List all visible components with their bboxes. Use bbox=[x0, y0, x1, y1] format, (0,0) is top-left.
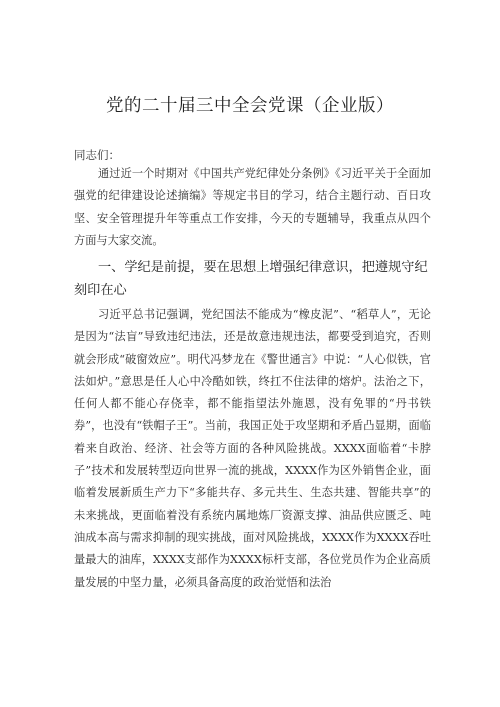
body-paragraph: 习近平总书记强调，党纪国法不能成为“橡皮泥”、“稻草人”，无论是因为“法盲”导致违纪违法，还是故意违规违法，都要受到追究，否则就会形成“破窗效应”。明代冯梦龙在《警世通言》中说：“人心似铁，官法如炉。”意思是任人心中冷酷如铁，终扛不住法律的熔炉。法治之下，任何人都不能心存侥幸，都不能指望法外施恩，没有免罪的“丹书铁券”，也没有“铁帽子王”。当前，我国正处于攻坚期和矛盾凸显期，面临着来自政治、经济、社会等方面的各种风险挑战。XXXX面临着“卡脖子”技术和发展转型迈向世界一流的挑战，XXXX作为区外销售企业，面临着发展新质生产力下“多能共存、多元共生、生态共建、智能共享”的未来挑战，更面临着没有系统内属地炼厂资源支撑、油品供应匮乏、吨油成本高与需求抑制的现实挑战，面对风险挑战，XXXX作为XXXX吞吐量最大的油库，XXXX支部作为XXXX标杆支部，各位党员作为企业高质量发展的中坚力量，必须具备高度的政治觉悟和法治 bbox=[74, 308, 431, 589]
section-heading: 一、学纪是前提，要在思想上增强纪律意识，把遵规守纪刻印在心 bbox=[74, 260, 428, 298]
intro-paragraph: 通过近一个时期对《中国共产党纪律处分条例》《习近平关于全面加强党的纪律建设论述摘编》等规定书目的学习，结合主题行动、百日攻坚、安全管理提升年等重点工作安排，今天的专题辅导，我重点从四个方面与大家交流。 bbox=[74, 167, 431, 247]
document-title: 党的二十届三中全会党课（企业版） bbox=[106, 96, 394, 116]
salutation: 同志们： bbox=[74, 148, 120, 162]
